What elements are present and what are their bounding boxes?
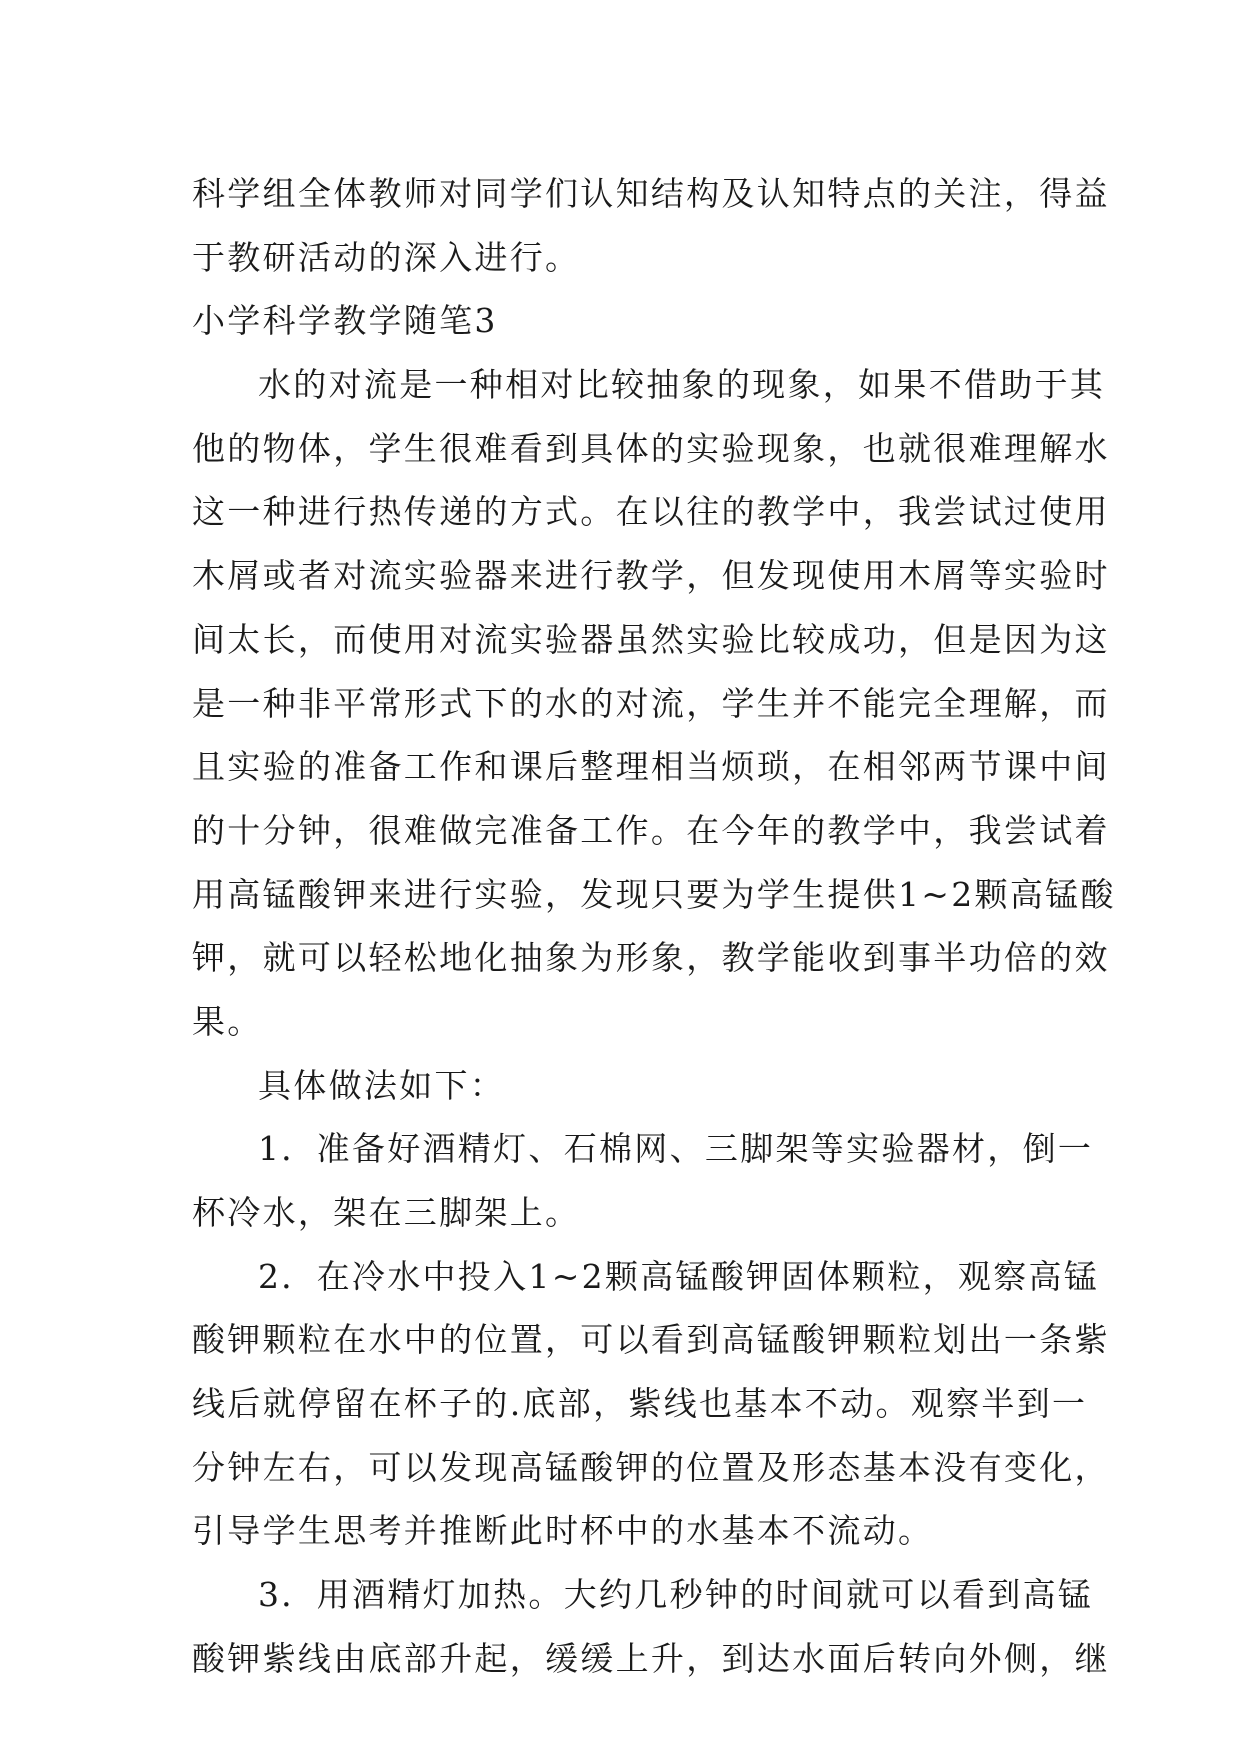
text-line: 钾，就可以轻松地化抽象为形象，教学能收到事半功倍的效 [192, 938, 1110, 978]
list-item-3: 3．用酒精灯加热。大约几秒钟的时间就可以看到高锰 [258, 1575, 1094, 1615]
text-line: 酸钾紫线由底部升起，缓缓上升，到达水面后转向外侧，继 [192, 1638, 1110, 1678]
text-line: 分钟左右，可以发现高锰酸钾的位置及形态基本没有变化， [192, 1447, 1110, 1487]
text-line: 且实验的准备工作和课后整理相当烦琐，在相邻两节课中间 [192, 747, 1110, 787]
text-line: 间太长，而使用对流实验器虽然实验比较成功，但是因为这 [192, 619, 1110, 659]
text-line: 于教研活动的深入进行。 [192, 237, 581, 277]
text-line: 木屑或者对流实验器来进行教学，但发现使用木屑等实验时 [192, 556, 1110, 596]
text-line: 果。 [192, 1001, 263, 1041]
text-line: 具体做法如下： [258, 1065, 506, 1105]
text-line: 科学组全体教师对同学们认知结构及认知特点的关注，得益 [192, 174, 1110, 213]
text-line: 用高锰酸钾来进行实验，发现只要为学生提供1~2颗高锰酸 [192, 874, 1116, 914]
text-line: 线后就停留在杯子的.底部，紫线也基本不动。观察半到一 [192, 1384, 1088, 1424]
text-line: 他的物体，学生很难看到具体的实验现象，也就很难理解水 [192, 428, 1110, 468]
list-item-2: 2．在冷水中投入1~2颗高锰酸钾固体颗粒，观察高锰 [258, 1256, 1100, 1296]
text-line: 是一种非平常形式下的水的对流，学生并不能完全理解，而 [192, 683, 1110, 723]
text-line: 水的对流是一种相对比较抽象的现象，如果不借助于其 [258, 365, 1106, 405]
text-line: 酸钾颗粒在水中的位置，可以看到高锰酸钾颗粒划出一条紫 [192, 1320, 1110, 1360]
section-heading: 小学科学教学随笔3 [192, 301, 498, 341]
list-item-1: 1．准备好酒精灯、石棉网、三脚架等实验器材，倒一 [258, 1129, 1094, 1169]
document-body [192, 162, 1116, 1691]
text-line: 杯冷水，架在三脚架上。 [192, 1193, 581, 1232]
text-line: 这一种进行热传递的方式。在以往的教学中，我尝试过使用 [192, 492, 1110, 532]
text-line: 引导学生思考并推断此时杯中的水基本不流动。 [192, 1511, 934, 1551]
text-line: 的十分钟，很难做完准备工作。在今年的教学中，我尝试着 [192, 810, 1110, 850]
